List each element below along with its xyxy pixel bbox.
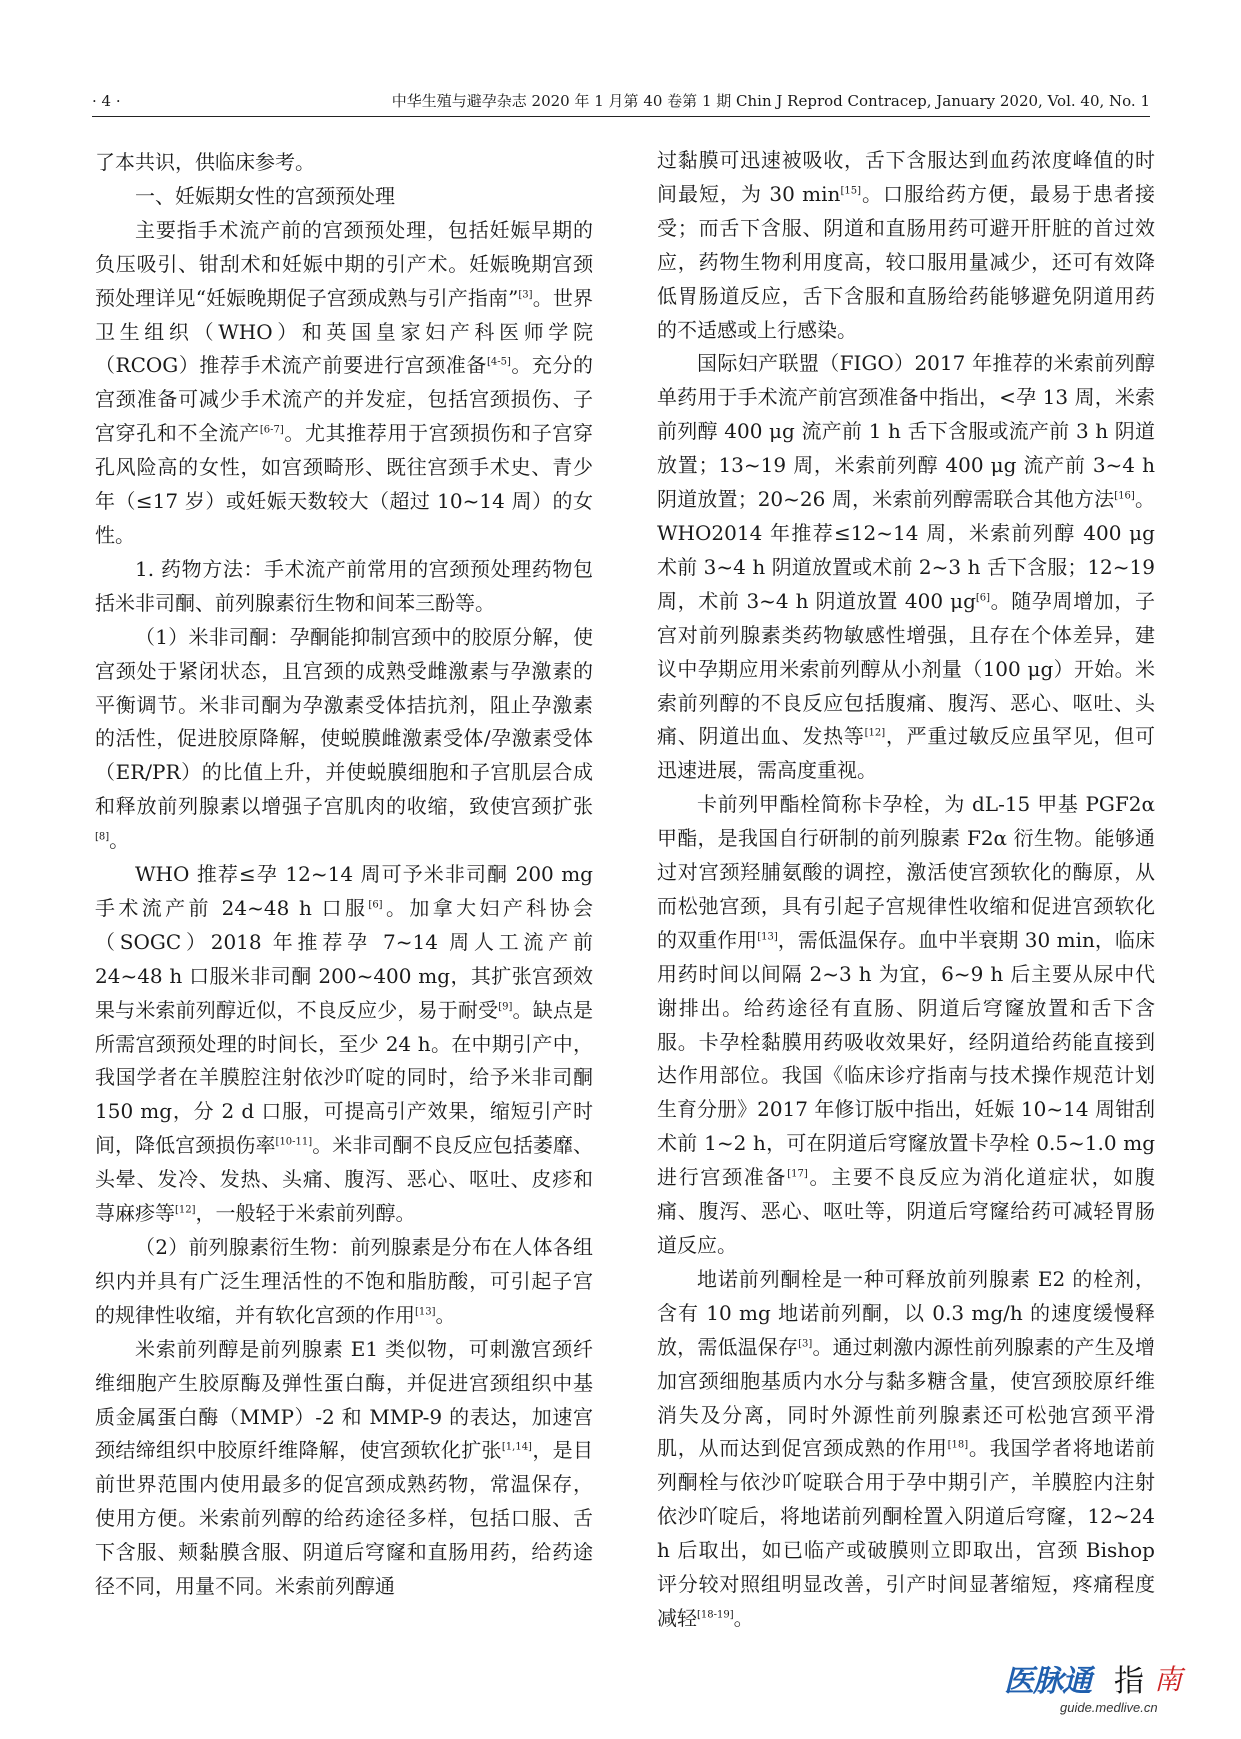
page-number: · 4 · <box>92 92 121 110</box>
logo-brand: 医脉通 <box>1004 1664 1091 1699</box>
citation[interactable]: [6] <box>975 592 991 604</box>
paragraph: 卡前列甲酯栓简称卡孕栓，为 dL-15 甲基 PGF2α 甲酯，是我国自行研制的前列腺素 F2α 衍生物。能够通过对宫颈羟脯氨酸的调控，激活使宫颈软化的酶原，从而松弛宫颈，具有引起子宫规律性收缩和促进宫颈软化的双重作用[13]，需低温保存。血中半衰期 30 min，临床用药时间以间隔 2~3 h 为宜，6~9 h 后主要从尿中代谢排出。给药途径有直肠、阴道后穹窿放置和舌下含服。卡孕栓黏膜用药吸收效果好，经阴道给药能直接到达作用部位。我国《临床诊疗指南与技术操作规范计划生育分册》2017 年修订版中指出，妊娠 10~14 周钳刮术前 1~2 h，可在阴道后穹窿放置卡孕栓 0.5~1.0 mg 进行宫颈准备[17]。主要不良反应为消化道症状，如腹痛、腹泻、恶心、呕吐等，阴道后穹窿给药可减轻胃肠道反应。 <box>657 792 1156 1257</box>
citation[interactable]: [12] <box>864 727 886 739</box>
paragraph: 地诺前列酮栓是一种可释放前列腺素 E2 的栓剂，含有 10 mg 地诺前列酮，以 0.3 mg/h 的速度缓慢释放，需低温保存[3]。通过刺激内源性前列腺素的产生及增加宫颈细胞基质内水分与黏多糖含量，使宫颈胶原纤维消失及分离，同时外源性前列腺素还可松弛宫颈平滑肌，从而达到促宫颈成熟的作用[18]。我国学者将地诺前列酮栓与依沙吖啶联合用于孕中期引产，羊膜腔内注射依沙吖啶后，将地诺前列酮栓置入阴道后穹窿，12~24 h 后取出，如已临产或破膜则立即取出，宫颈 Bishop 评分较对照组明显改善，引产时间显著缩短，疼痛程度减轻[18-19]。 <box>657 1266 1156 1630</box>
left-column <box>95 146 593 1604</box>
citation[interactable]: [8] <box>95 831 110 843</box>
paragraph: （1）米非司酮：孕酮能抑制宫颈中的胶原分解，使宫颈处于紧闭状态，且宫颈的成熟受雌激素与孕激素的平衡调节。米非司酮为孕激素受体拮抗剂，阻止孕激素的活性，促进胶原降解，使蜕膜雌激素受体/孕激素受体（ER/PR）的比值上升，并使蜕膜细胞和子宫肌层合成和释放前列腺素以增强子宫肌肉的收缩，致使宫颈扩张[8]。 <box>95 624 593 853</box>
citation[interactable]: [13] <box>757 931 778 943</box>
citation[interactable]: [9] <box>498 1001 513 1012</box>
citation[interactable]: [1,14] <box>501 1441 532 1453</box>
paragraph: 米索前列醇是前列腺素 E1 类似物，可刺激宫颈纤维细胞产生胶原酶及弹性蛋白酶，并促进宫颈组织中基质金属蛋白酶（MMP）-2 和 MMP-9 的表达，加速宫颈结缔组织中胶原纤维降解，使宫颈软化扩张[1,14]，是目前世界范围内使用最多的促宫颈成熟药物，常温保存，使用方便。米索前列醇的给药途径多样，包括口服、舌下含服、颊黏膜含服、阴道后穹窿和直肠用药，给药途径不同，用量不同。米索前列醇通 <box>95 1336 594 1599</box>
citation[interactable]: [3] <box>518 288 533 300</box>
logo-zhi: 指 <box>1114 1664 1144 1699</box>
citation[interactable]: [6] <box>368 899 383 911</box>
medlive-logo <box>1004 1656 1204 1724</box>
paragraph: 1. 药物方法：手术流产前常用的宫颈预处理药物包括米非司酮、前列腺素衍生物和间苯三酚等。 <box>95 556 593 615</box>
paragraph: 过黏膜可迅速被吸收，舌下含服达到血药浓度峰值的时间最短，为 30 min[15]。口服给药方便，最易于患者接受；而舌下含服、阴道和直肠用药可避开肝脏的首过效应，药物生物利用度高，较口服用量减少，还可有效降低胃肠道反应，舌下含服和直肠给药能够避免阴道用药的不适感或上行感染。 <box>657 148 1156 342</box>
logo-nan: 南 <box>1154 1663 1183 1696</box>
logo-url: guide.medlive.cn <box>1060 1700 1158 1715</box>
journal-citation: 中华生殖与避孕杂志 2020 年 1 月第 40 卷第 1 期 Chin J Reprod Contracep, January 2020, Vol. 40, No. 1 <box>391 92 1150 110</box>
citation[interactable]: [15] <box>840 185 861 197</box>
citation[interactable]: [10-11] <box>275 1136 313 1148</box>
paragraph: 了本共识，供临床参考。 <box>95 150 315 174</box>
paragraph: （2）前列腺素衍生物：前列腺素是分布在人体各组织内并具有广泛生理活性的不饱和脂肪酸，可引起子宫的规律性收缩，并有软化宫颈的作用[13]。 <box>95 1235 593 1327</box>
section-heading: 一、妊娠期女性的宫颈预处理 <box>135 183 395 208</box>
paragraph: 国际妇产联盟（FIGO）2017 年推荐的米索前列醇单药用于手术流产前宫颈准备中指出，<孕 13 周，米索前列醇 400 μg 流产前 1 h 舌下含服或流产前 3 h 阴道放置；13~19 周，米索前列醇 400 μg 流产前 3~4 h 阴道放置；20~26 周，米索前列醇需联合其他方法[16]。WHO2014 年推荐≤12~14 周，米索前列醇 400 μg 术前 3~4 h 阴道放置或术前 2~3 h 舌下含服；12~19 周，术前 3~4 h 阴道放置 400 μg[6]。随孕周增加，子宫对前列腺素类药物敏感性增强，且存在个体差异，建议中孕期应用米索前列醇从小剂量（100 μg）开始。米索前列醇的不良反应包括腹痛、腹泻、恶心、呕吐、头痛、阴道出血、发热等[12]，严重过敏反应虽罕见，但可迅速进展，需高度重视。 <box>657 351 1156 783</box>
running-header <box>92 86 1150 117</box>
citation[interactable]: [18-19] <box>697 1609 734 1621</box>
citation[interactable]: [3] <box>798 1338 813 1350</box>
citation[interactable]: [13] <box>415 1306 436 1318</box>
paragraph: WHO 推荐≤孕 12~14 周可予米非司酮 200 mg 手术流产前 24~48 h 口服[6]。加拿大妇产科协会（SOGC）2018 年推荐孕 7~14 周人工流产前 24~48 h 口服米非司酮 200~400 mg，其扩张宫颈效果与米索前列醇近似，不良反应少，易于耐受[9]。缺点是所需宫颈预处理的时间长，至少 24 h。在中期引产中，我国学者在羊膜腔注射依沙吖啶的同时，给予米非司酮 150 mg，分 2 d 口服，可提高引产效果，缩短引产时间，降低宫颈损伤率[10-11]。米非司酮不良反应包括萎靡、头晕、发冷、发热、头痛、腹泻、恶心、呕吐、皮疹和荨麻疹等[12]，一般轻于米索前列醇。 <box>95 862 594 1226</box>
right-column <box>657 144 1155 1636</box>
paragraph: 主要指手术流产前的宫颈预处理，包括妊娠早期的负压吸引、钳刮术和妊娠中期的引产术。妊娠晚期宫颈预处理详见“妊娠晚期促子宫颈成熟与引产指南”[3]。世界卫生组织（WHO）和英国皇家妇产科医师学院（RCOG）推荐手术流产前要进行宫颈准备[4-5]。充分的宫颈准备可减少手术流产的并发症，包括宫颈损伤、子宫穿孔和不全流产[6-7]。尤其推荐用于宫颈损伤和子宫穿孔风险高的女性，如宫颈畸形、既往宫颈手术史、青少年（≤17 岁）或妊娠天数较大（超过 10~14 周）的女性。 <box>95 217 594 547</box>
citation[interactable]: [4-5] <box>486 356 511 368</box>
citation[interactable]: [16] <box>1114 490 1135 502</box>
citation[interactable]: [17] <box>787 1168 808 1180</box>
citation[interactable]: [12] <box>175 1204 196 1216</box>
citation[interactable]: [6-7] <box>259 424 284 436</box>
citation[interactable]: [18] <box>947 1439 969 1451</box>
